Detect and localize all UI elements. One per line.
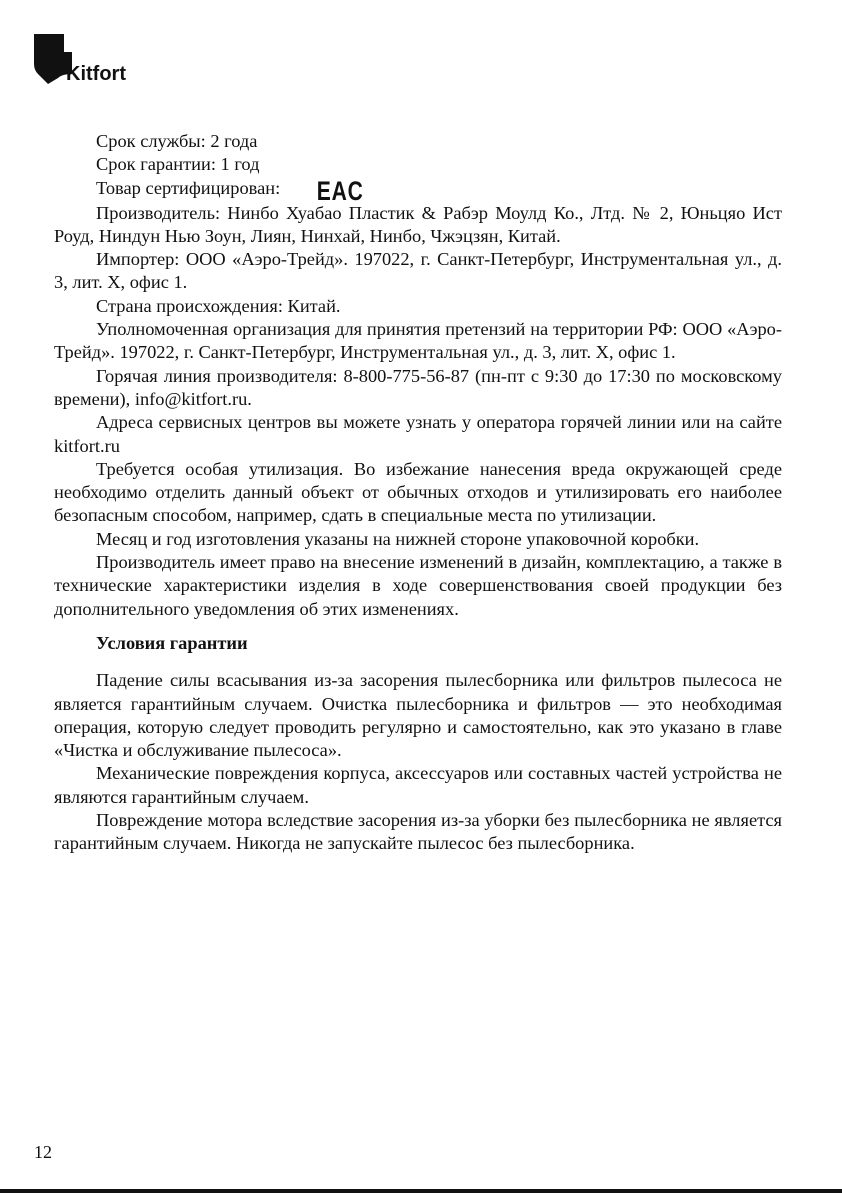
warranty-paragraph-2: Механические повреждения корпуса, аксессуаров или составных частей устройства не являются гарантийным случаем.	[54, 763, 782, 807]
production-date-text: Месяц и год изготовления указаны на нижней стороне упаковочной коробки.	[96, 528, 700, 549]
warranty-paragraph-3: Повреждение мотора вследствие засорения из-за уборки без пылесборника не является гарантийным случаем. Никогда не запускайте пылесос без пылесборника.	[54, 810, 782, 854]
bottom-border	[0, 1189, 842, 1193]
certification-text: Товар сертифицирован:	[96, 177, 281, 198]
brand-name: Kitfort	[66, 63, 126, 85]
hotline-text: Горячая линия производителя: 8-800-775-56-87 (пн-пт с 9:30 до 17:30 по московскому времени), info@kitfort.ru.	[54, 365, 782, 409]
warranty-paragraph-1: Падение силы всасывания из-за засорения пылесборника или фильтров пылесоса не является гарантийным случаем. Очистка пылесборника и фильтров — это необходимая операция, которую следует проводить регулярно и самостоятельно, как это указано в главе «Чистка и обслуживание пылесоса».	[54, 670, 782, 761]
service-centers-text: Адреса сервисных центров вы можете узнать у оператора горячей линии или на сайте kitfort.ru	[54, 412, 782, 456]
origin-text: Страна происхождения: Китай.	[96, 295, 341, 316]
certification-line	[54, 175, 782, 206]
disposal-text: Требуется особая утилизация. Во избежание нанесения вреда окружающей среде необходимо отделить данный объект от обычных отходов и утилизировать его наиболее безопасным способом, например, сдать в специальные места по утилизации.	[54, 458, 782, 526]
document-body	[54, 130, 782, 856]
changes-text: Производитель имеет право на внесение изменений в дизайн, комплектацию, а также в технические характеристики изделия в ходе совершенствования своей продукции без дополнительного уведомления об этих изменениях.	[54, 552, 782, 619]
service-life-text: Срок службы: 2 года	[96, 131, 258, 151]
authorized-org-text: Уполномоченная организация для принятия претензий на территории РФ: ООО «Аэро-Трейд». 197022, г. Санкт-Петербург, Инструментальная ул., д. 3, лит. Х, офис 1.	[54, 319, 782, 363]
page-number: 12	[34, 1142, 52, 1162]
warranty-period-text: Срок гарантии: 1 год	[96, 154, 260, 175]
eac-mark: EAC	[316, 175, 364, 206]
warranty-conditions-heading: Условия гарантии	[96, 632, 248, 653]
importer-text: Импортер: ООО «Аэро-Трейд». 197022, г. Санкт-Петербург, Инструментальная ул., д. 3, лит. Х, офис 1.	[54, 249, 782, 293]
manufacturer-text: Производитель: Нинбо Хуабао Пластик & Рабэр Моулд Ко., Лтд. № 2, Юньцяо Ист Роуд, Ниндун Нью Зоун, Лиян, Нинхай, Нинбо, Чжэцзян, Китай.	[54, 202, 782, 246]
